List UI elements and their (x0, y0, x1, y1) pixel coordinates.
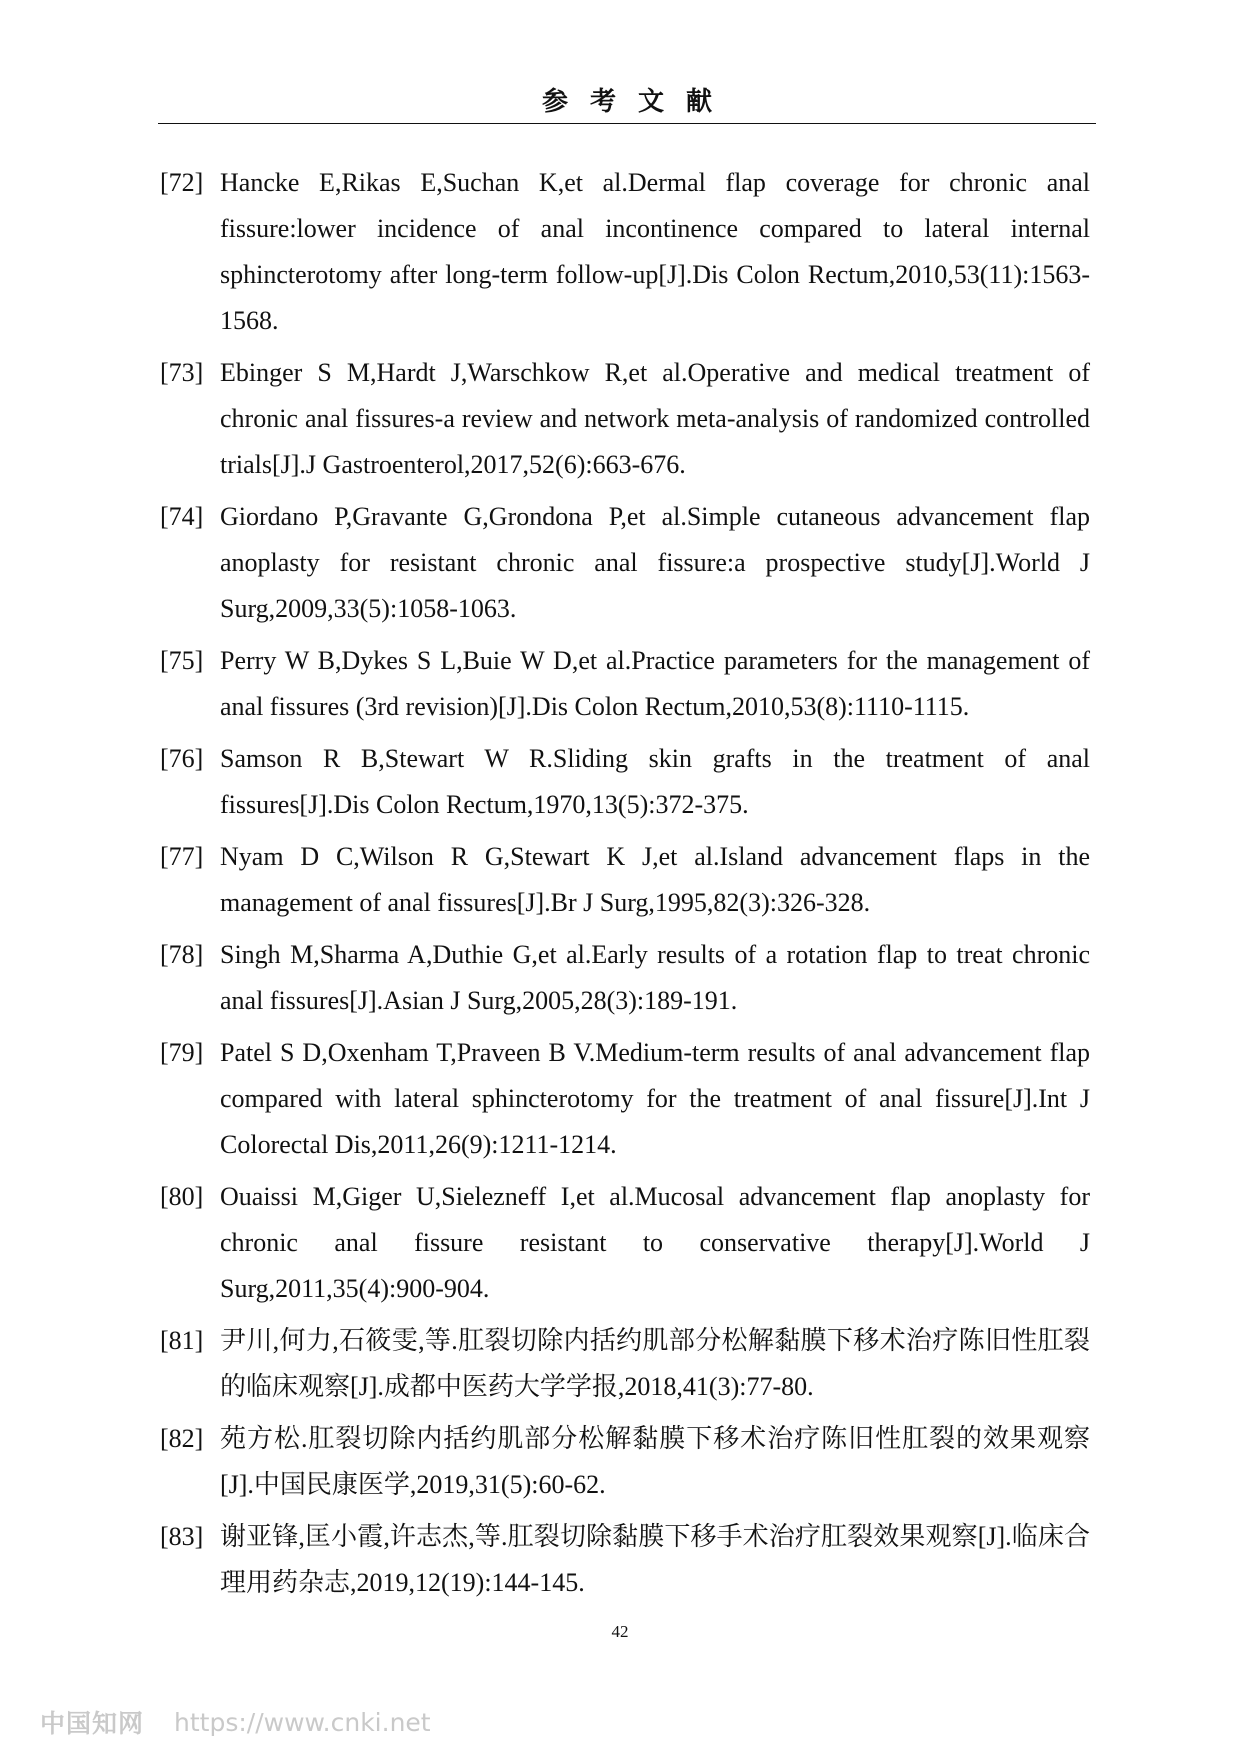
reference-item (160, 736, 1090, 828)
reference-number: [82] (160, 1424, 204, 1453)
reference-item (160, 1514, 1090, 1606)
reference-number: [72] (160, 168, 204, 197)
reference-number: [79] (160, 1038, 204, 1067)
reference-text: Perry W B,Dykes S L,Buie W D,et al.Practice parameters for the management of anal fissures (3rd revision)[J].Dis Colon Rectum,2010,53(8):1110-1115. (220, 646, 1090, 721)
reference-item (160, 932, 1090, 1024)
reference-number: [81] (160, 1326, 204, 1355)
reference-text: Ebinger S M,Hardt J,Warschkow R,et al.Operative and medical treatment of chronic anal fissures-a review and network meta-analysis of randomized controlled trials[J].J Gastroenterol,2017,52(6):663-676. (220, 358, 1090, 479)
reference-text: Singh M,Sharma A,Duthie G,et al.Early results of a rotation flap to treat chronic anal fissures[J].Asian J Surg,2005,28(3):189-191. (220, 940, 1090, 1015)
reference-number: [80] (160, 1182, 204, 1211)
reference-item (160, 834, 1090, 926)
watermark-url: https://www.cnki.net (174, 1707, 431, 1737)
reference-text: 苑方松.肛裂切除内括约肌部分松解黏膜下移术治疗陈旧性肛裂的效果观察[J].中国民康医学,2019,31(5):60-62. (220, 1424, 1090, 1499)
reference-text: Giordano P,Gravante G,Grondona P,et al.Simple cutaneous advancement flap anoplasty for resistant chronic anal fissure:a prospective study[J].World J Surg,2009,33(5):1058-1063. (220, 502, 1090, 623)
reference-list (160, 160, 1090, 1612)
reference-item (160, 1174, 1090, 1312)
reference-text: Nyam D C,Wilson R G,Stewart K J,et al.Island advancement flaps in the management of anal fissures[J].Br J Surg,1995,82(3):326-328. (220, 842, 1090, 917)
reference-number: [77] (160, 842, 204, 871)
page-header-title: 参考文献 (541, 87, 734, 117)
reference-item (160, 638, 1090, 730)
reference-item (160, 350, 1090, 488)
reference-text: Patel S D,Oxenham T,Praveen B V.Medium-term results of anal advancement flap compared with lateral sphincterotomy for the treatment of anal fissure[J].Int J Colorectal Dis,2011,26(9):1211-1214. (220, 1038, 1090, 1159)
reference-text: Ouaissi M,Giger U,Sielezneff I,et al.Mucosal advancement flap anoplasty for chronic anal fissure resistant to conservative therapy[J].World J Surg,2011,35(4):900-904. (220, 1182, 1090, 1303)
watermark-logo-text: 中国知网 (40, 1709, 145, 1738)
header-divider (158, 123, 1096, 124)
reference-number: [75] (160, 646, 204, 675)
reference-text: Hancke E,Rikas E,Suchan K,et al.Dermal flap coverage for chronic anal fissure:lower incidence of anal incontinence compared to lateral internal sphincterotomy after long-term follow-up[J].Dis Colon Rectum,2010,53(11):1563-1568. (220, 168, 1090, 335)
reference-number: [74] (160, 502, 204, 531)
reference-item (160, 494, 1090, 632)
reference-text: Samson R B,Stewart W R.Sliding skin grafts in the treatment of anal fissures[J].Dis Colon Rectum,1970,13(5):372-375. (220, 744, 1090, 819)
reference-item (160, 1030, 1090, 1168)
reference-item (160, 1318, 1090, 1410)
reference-item (160, 1416, 1090, 1508)
reference-text: 谢亚锋,匡小霞,许志杰,等.肛裂切除黏膜下移手术治疗肛裂效果观察[J].临床合理用药杂志,2019,12(19):144-145. (220, 1522, 1090, 1597)
reference-number: [78] (160, 940, 204, 969)
reference-text: 尹川,何力,石筱雯,等.肛裂切除内括约肌部分松解黏膜下移术治疗陈旧性肛裂的临床观察[J].成都中医药大学学报,2018,41(3):77-80. (220, 1326, 1090, 1401)
reference-item (160, 160, 1090, 344)
reference-number: [73] (160, 358, 204, 387)
page-number: 42 (611, 1622, 629, 1641)
reference-number: [83] (160, 1522, 204, 1551)
reference-number: [76] (160, 744, 204, 773)
cnki-watermark (40, 1706, 431, 1738)
